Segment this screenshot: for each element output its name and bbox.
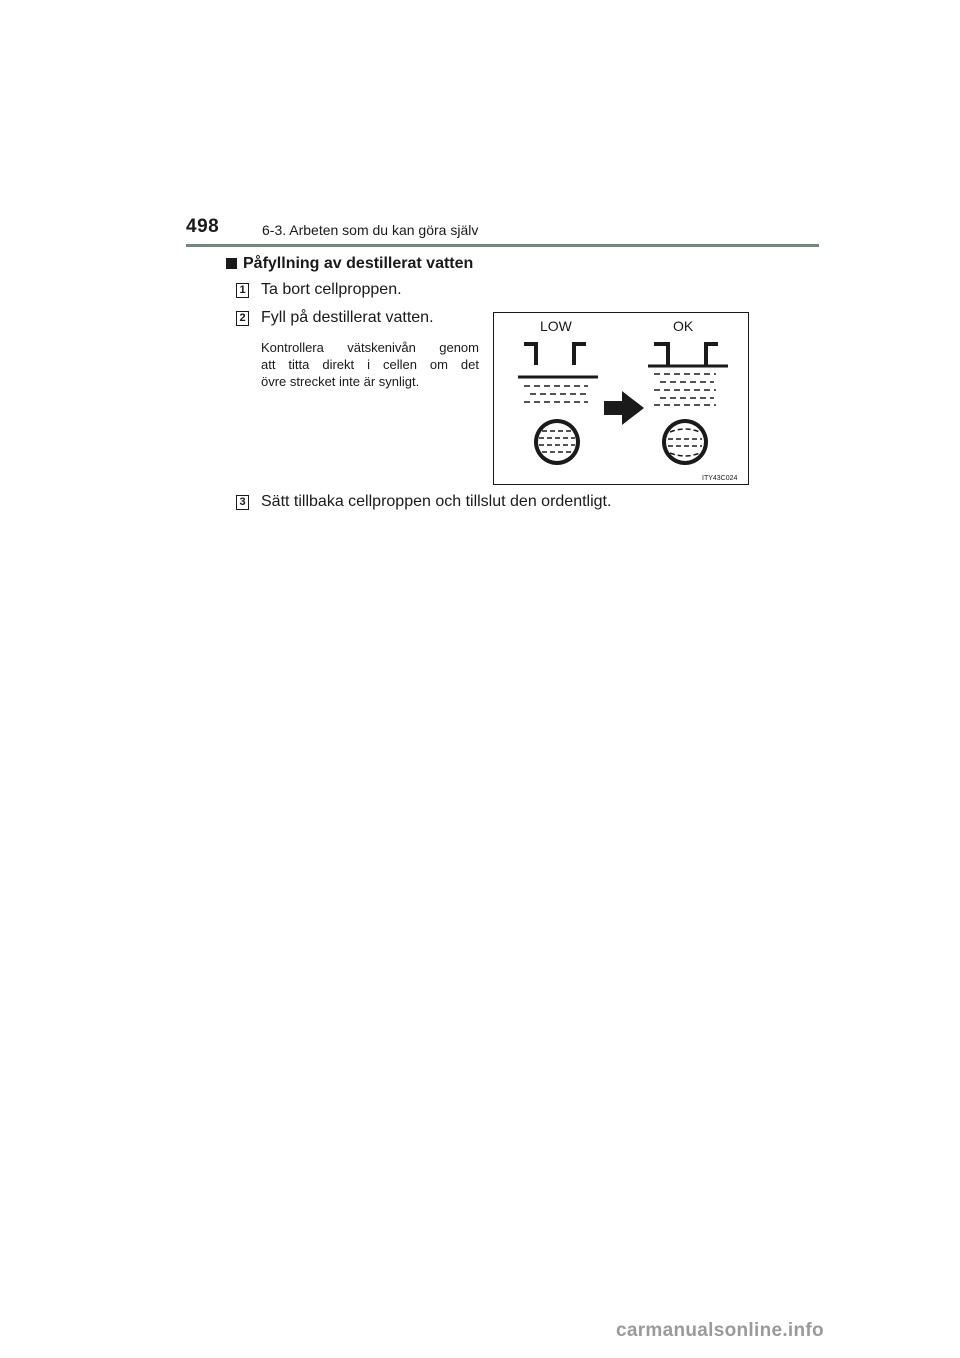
- note-line: övre strecket inte är synligt.: [261, 374, 420, 389]
- note-line: Kontrollera vätskenivån genom: [261, 340, 479, 355]
- low-cell-markers: [524, 344, 586, 365]
- arrow-right-icon: [604, 391, 644, 425]
- ok-fluid-body: [654, 374, 716, 405]
- step-2-note: [261, 339, 479, 390]
- label-low: LOW: [540, 318, 572, 334]
- section-title: 6-3. Arbeten som du kan göra själv: [262, 222, 479, 238]
- step-3-badge: 3: [236, 495, 249, 510]
- section-heading: Påfyllning av destillerat vatten: [243, 255, 474, 272]
- low-cell-top-view: [534, 419, 580, 465]
- step-1-text: Ta bort cellproppen.: [261, 281, 402, 298]
- ok-cell-top-view: [662, 419, 708, 465]
- battery-fluid-level-figure: [493, 312, 749, 485]
- step-2-text: Fyll på destillerat vatten.: [261, 309, 434, 326]
- heading-bullet-icon: [226, 258, 237, 269]
- watermark: carmanualsonline.info: [616, 1320, 824, 1341]
- figure-id: ITY43C024: [702, 475, 738, 482]
- fluid-level-illustration: [494, 313, 748, 484]
- page-number: 498: [186, 216, 220, 237]
- low-fluid-body: [524, 386, 588, 402]
- note-line: att titta direkt i cellen om det: [261, 357, 479, 372]
- step-2-badge: 2: [236, 311, 249, 326]
- label-ok: OK: [673, 318, 694, 334]
- step-1-badge: 1: [236, 283, 249, 298]
- step-3-text: Sätt tillbaka cellproppen och tillslut den ordentligt.: [261, 493, 612, 510]
- header-rule: [186, 244, 819, 247]
- ok-cell-markers: [654, 344, 718, 365]
